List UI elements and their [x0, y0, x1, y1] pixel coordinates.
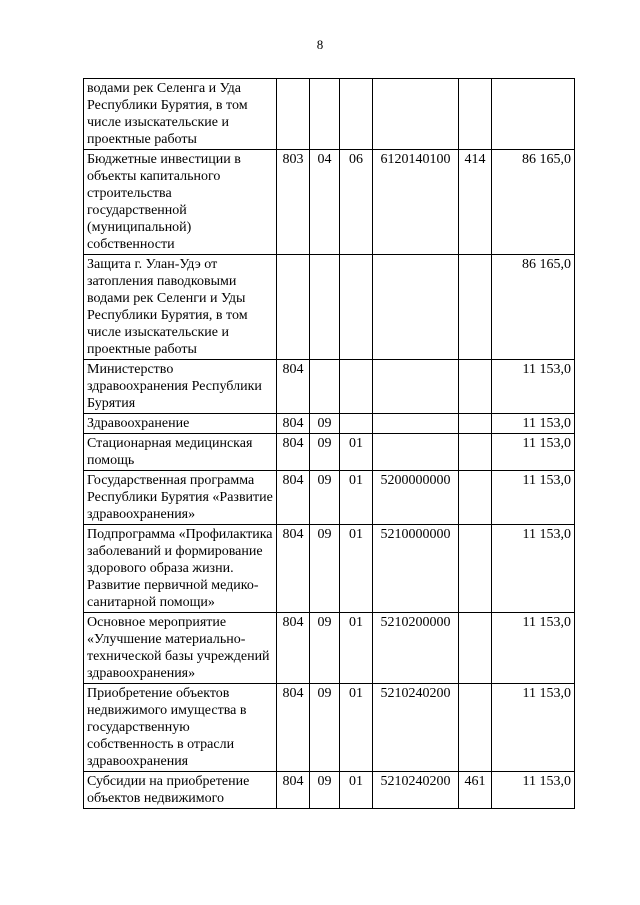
row-name-cell: Государственная программа Республики Бурятия «Развитие здравоохранения» [84, 471, 277, 525]
expense-type-cell [459, 434, 492, 471]
table-row [84, 255, 575, 360]
subsection-code-cell: 01 [340, 471, 373, 525]
target-article-cell: 5210200000 [373, 613, 459, 684]
page-number: 8 [316, 37, 324, 52]
expense-type-cell [459, 471, 492, 525]
subsection-code-cell [340, 360, 373, 414]
expense-type-cell [459, 613, 492, 684]
row-name-cell: водами рек Селенга и Уда Республики Бурятия, в том числе изыскательские и проектные работы [84, 79, 277, 150]
amount-cell: 11 153,0 [492, 613, 575, 684]
grbs-code-cell: 804 [277, 684, 310, 772]
amount-cell: 86 165,0 [492, 255, 575, 360]
subsection-code-cell: 01 [340, 613, 373, 684]
table-row [84, 684, 575, 772]
expense-type-cell [459, 525, 492, 613]
grbs-code-cell: 804 [277, 414, 310, 434]
row-name-cell: Стационарная медицинская помощь [84, 434, 277, 471]
target-article-cell: 6120140100 [373, 150, 459, 255]
row-name-cell: Субсидии на приобретение объектов недвижимого [84, 772, 277, 809]
row-name-cell: Приобретение объектов недвижимого имущества в государственную собственность в отрасли здравоохранения [84, 684, 277, 772]
amount-cell: 11 153,0 [492, 471, 575, 525]
table-row [84, 525, 575, 613]
row-name-cell: Основное мероприятие «Улучшение материально-технической базы учреждений здравоохранения» [84, 613, 277, 684]
grbs-code-cell [277, 255, 310, 360]
expense-type-cell: 414 [459, 150, 492, 255]
amount-cell [492, 79, 575, 150]
expense-type-cell [459, 79, 492, 150]
row-name-cell: Здравоохранение [84, 414, 277, 434]
table-row [84, 434, 575, 471]
target-article-cell [373, 255, 459, 360]
section-code-cell: 09 [310, 471, 340, 525]
grbs-code-cell: 804 [277, 525, 310, 613]
row-name-cell: Министерство здравоохранения Республики Бурятия [84, 360, 277, 414]
target-article-cell [373, 360, 459, 414]
section-code-cell: 09 [310, 434, 340, 471]
row-name-cell: Бюджетные инвестиции в объекты капитального строительства государственной (муниципальной) собственности [84, 150, 277, 255]
row-name-cell: Подпрограмма «Профилактика заболеваний и формирование здорового образа жизни. Развитие первичной медико-санитарной помощи» [84, 525, 277, 613]
subsection-code-cell: 01 [340, 684, 373, 772]
section-code-cell: 09 [310, 772, 340, 809]
grbs-code-cell: 804 [277, 471, 310, 525]
target-article-cell [373, 79, 459, 150]
grbs-code-cell: 803 [277, 150, 310, 255]
section-code-cell: 09 [310, 525, 340, 613]
expense-type-cell [459, 255, 492, 360]
table-row [84, 360, 575, 414]
target-article-cell: 5210240200 [373, 772, 459, 809]
section-code-cell: 09 [310, 684, 340, 772]
subsection-code-cell [340, 79, 373, 150]
grbs-code-cell [277, 79, 310, 150]
grbs-code-cell: 804 [277, 360, 310, 414]
section-code-cell: 09 [310, 414, 340, 434]
table-row [84, 150, 575, 255]
grbs-code-cell: 804 [277, 613, 310, 684]
amount-cell: 86 165,0 [492, 150, 575, 255]
grbs-code-cell: 804 [277, 434, 310, 471]
amount-cell: 11 153,0 [492, 525, 575, 613]
section-code-cell: 04 [310, 150, 340, 255]
subsection-code-cell: 01 [340, 434, 373, 471]
section-code-cell [310, 79, 340, 150]
row-name-cell: Защита г. Улан-Удэ от затопления паводковыми водами рек Селенги и Уды Республики Бурятия, в том числе изыскательские и проектные работы [84, 255, 277, 360]
amount-cell: 11 153,0 [492, 684, 575, 772]
expense-type-cell [459, 360, 492, 414]
amount-cell: 11 153,0 [492, 360, 575, 414]
subsection-code-cell: 01 [340, 772, 373, 809]
table-row [84, 471, 575, 525]
amount-cell: 11 153,0 [492, 772, 575, 809]
target-article-cell [373, 434, 459, 471]
subsection-code-cell [340, 414, 373, 434]
amount-cell: 11 153,0 [492, 434, 575, 471]
subsection-code-cell: 01 [340, 525, 373, 613]
subsection-code-cell [340, 255, 373, 360]
target-article-cell: 5210000000 [373, 525, 459, 613]
table-body [84, 79, 575, 809]
section-code-cell: 09 [310, 613, 340, 684]
section-code-cell [310, 360, 340, 414]
amount-cell: 11 153,0 [492, 414, 575, 434]
table-row [84, 613, 575, 684]
expense-type-cell [459, 414, 492, 434]
section-code-cell [310, 255, 340, 360]
table-row [84, 79, 575, 150]
expense-type-cell [459, 684, 492, 772]
table-row [84, 772, 575, 809]
target-article-cell: 5210240200 [373, 684, 459, 772]
target-article-cell [373, 414, 459, 434]
expense-type-cell: 461 [459, 772, 492, 809]
subsection-code-cell: 06 [340, 150, 373, 255]
budget-table [83, 78, 575, 809]
grbs-code-cell: 804 [277, 772, 310, 809]
target-article-cell: 5200000000 [373, 471, 459, 525]
table-row [84, 414, 575, 434]
